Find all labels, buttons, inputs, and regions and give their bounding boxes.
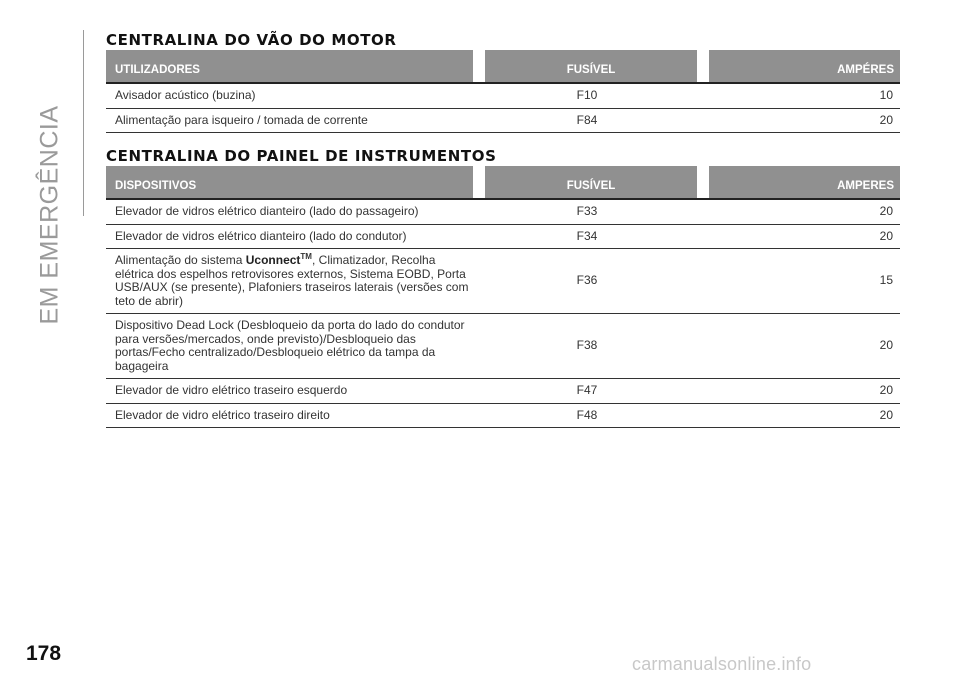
table-row xyxy=(106,314,900,379)
row-fuse: F10 xyxy=(576,88,598,102)
instrument-fuse-table xyxy=(106,166,900,428)
row-amps: 20 xyxy=(879,338,893,353)
watermark: carmanualsonline.info xyxy=(632,654,812,674)
table-row xyxy=(106,404,900,429)
row-amps: 20 xyxy=(879,112,893,127)
table-row xyxy=(106,249,900,314)
table-header xyxy=(106,50,900,82)
row-description: Elevador de vidros elétrico dianteiro (lado do condutor) xyxy=(115,228,407,243)
row-amps: 10 xyxy=(879,88,893,102)
engine-compartment-fuse-section xyxy=(106,30,900,133)
row-fuse: F38 xyxy=(576,338,598,353)
header-devices: DISPOSITIVOS xyxy=(106,166,473,198)
row-description: Elevador de vidro elétrico traseiro esquerdo xyxy=(115,383,348,397)
row-fuse: F34 xyxy=(576,228,598,243)
header-amps: AMPÉRES xyxy=(709,50,900,82)
row-fuse: F33 xyxy=(576,204,598,218)
row-description: Elevador de vidro elétrico traseiro direito xyxy=(115,407,330,422)
table-row xyxy=(106,82,900,109)
row-fuse: F36 xyxy=(576,273,598,288)
row-description-intro: Alimentação do sistema xyxy=(115,253,246,267)
page-number: 178 xyxy=(26,642,62,665)
row-fuse: F48 xyxy=(576,407,598,422)
chapter-divider xyxy=(83,30,84,216)
row-description: Avisador acústico (buzina) xyxy=(115,88,256,102)
row-description: Dispositivo Dead Lock (Desbloqueio da porta do lado do condutor para versões/mercados, onde previsto)/Desbloqueio das portas/Fecho centralizado/Desbloqueio elétrico da tampa da bagageira xyxy=(115,318,465,373)
row-description xyxy=(106,249,473,313)
header-users: UTILIZADORES xyxy=(106,50,473,82)
header-fuse: FUSÍVEL xyxy=(485,50,697,82)
trademark-mark: TM xyxy=(300,252,312,261)
row-amps: 20 xyxy=(879,407,893,422)
engine-fuse-table xyxy=(106,50,900,133)
row-amps: 20 xyxy=(879,383,893,397)
table-header xyxy=(106,166,900,198)
table-row xyxy=(106,225,900,250)
table-row xyxy=(106,198,900,225)
table-row xyxy=(106,379,900,404)
row-fuse: F47 xyxy=(576,383,598,397)
section-title-instrument-panel: CENTRALINA DO PAINEL DE INSTRUMENTOS xyxy=(106,147,497,165)
row-amps: 20 xyxy=(879,204,893,218)
row-amps: 15 xyxy=(879,273,893,288)
row-amps: 20 xyxy=(879,228,893,243)
chapter-label: EM EMERGÊNCIA xyxy=(35,105,64,325)
row-description: Elevador de vidros elétrico dianteiro (lado do passageiro) xyxy=(115,204,419,218)
section-title-engine-compartment: CENTRALINA DO VÃO DO MOTOR xyxy=(106,31,397,49)
header-fuse: FUSÍVEL xyxy=(485,166,697,198)
table-row xyxy=(106,109,900,134)
row-description-rest: , Climatizador, Recolha elétrica dos espelhos retrovisores externos, Sistema EOBD, Porta USB/AUX (se presente), Plafoniers traseiros laterais (versões com teto de abrir) xyxy=(115,253,469,308)
header-amps: AMPERES xyxy=(709,166,900,198)
uconnect-brand: Uconnect xyxy=(245,253,301,267)
row-description: Alimentação para isqueiro / tomada de corrente xyxy=(115,112,368,127)
instrument-panel-fuse-section xyxy=(106,146,900,428)
row-fuse: F84 xyxy=(576,112,598,127)
